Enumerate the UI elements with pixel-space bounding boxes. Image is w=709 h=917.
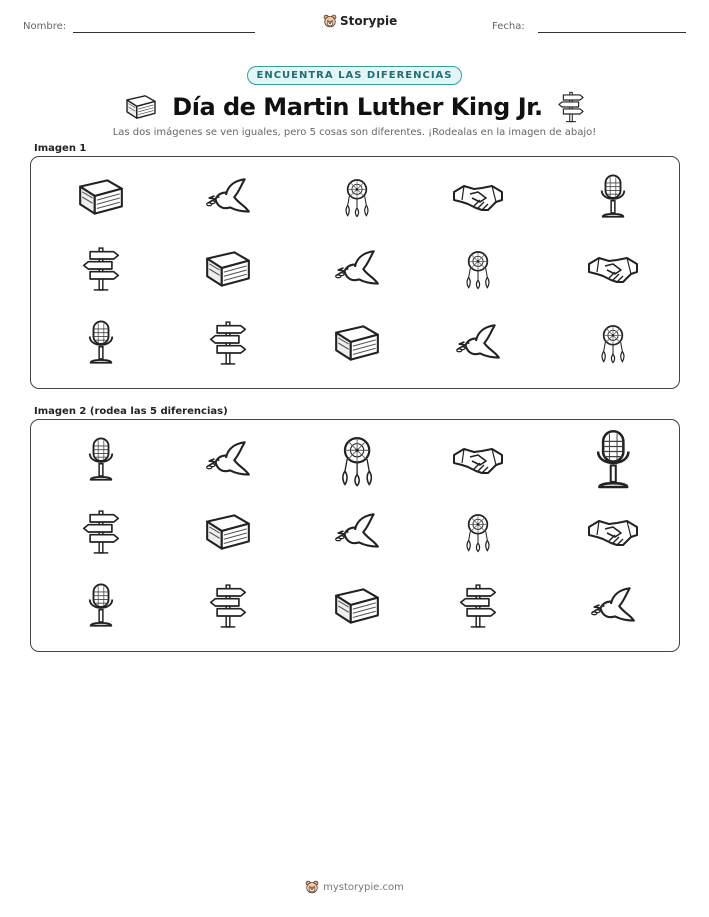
image1-cell-r1c5 — [598, 173, 628, 221]
footer — [305, 880, 404, 894]
worksheet-type-badge: ENCUENTRA LAS DIFERENCIAS — [247, 66, 463, 85]
microphone-icon — [598, 173, 628, 221]
image2-cell-r3c2[interactable] — [208, 582, 248, 630]
dove-icon — [203, 439, 253, 481]
dreamcatcher-icon — [596, 319, 630, 367]
footer-url: mystorypie.com — [323, 881, 404, 893]
image2-panel[interactable] — [30, 419, 680, 652]
book-icon — [203, 248, 253, 290]
microphone-icon — [86, 319, 116, 367]
book-icon — [203, 511, 253, 553]
dove-icon — [332, 248, 382, 290]
book-icon — [332, 585, 382, 627]
image2-cell-r3c3[interactable] — [332, 585, 382, 627]
signpost-icon — [458, 582, 498, 630]
handshake-icon — [587, 252, 639, 286]
instructions: Las dos imágenes se ven iguales, pero 5 cosas son diferentes. ¡Rodealas en la imagen de abajo! — [112, 127, 597, 138]
image2-label: Imagen 2 (rodea las 5 diferencias) — [34, 406, 228, 417]
dove-icon — [332, 511, 382, 553]
dove-icon — [203, 176, 253, 218]
page-title: Día de Martin Luther King Jr. — [172, 93, 543, 121]
image1-cell-r2c1 — [81, 245, 121, 293]
signpost-icon — [81, 245, 121, 293]
signpost-icon — [208, 319, 248, 367]
image1-cell-r2c2 — [203, 248, 253, 290]
name-field-line[interactable] — [73, 32, 255, 33]
dove-icon — [588, 585, 638, 627]
book-icon — [332, 322, 382, 364]
image1-cell-r2c4 — [461, 245, 495, 293]
image2-cell-r1c3[interactable] — [335, 429, 379, 491]
dreamcatcher-icon — [340, 173, 374, 221]
image2-cell-r1c2[interactable] — [203, 439, 253, 481]
brand-name: Storypie — [340, 14, 398, 28]
dreamcatcher-icon — [461, 508, 495, 556]
image1-cell-r3c1 — [86, 319, 116, 367]
image1-cell-r3c4 — [453, 322, 503, 364]
image2-cell-r2c2[interactable] — [203, 511, 253, 553]
image2-cell-r2c1[interactable] — [81, 508, 121, 556]
brand-logo — [323, 14, 397, 28]
microphone-icon — [593, 428, 634, 493]
image2-cell-r3c4[interactable] — [458, 582, 498, 630]
image2-cell-r3c1[interactable] — [86, 582, 116, 630]
image1-cell-r1c1 — [76, 176, 126, 218]
image2-cell-r2c3[interactable] — [332, 511, 382, 553]
image2-cell-r2c5[interactable] — [587, 515, 639, 549]
signpost-icon — [557, 91, 585, 123]
handshake-icon — [587, 515, 639, 549]
image1-cell-r2c5 — [587, 252, 639, 286]
bear-logo-icon — [323, 14, 337, 28]
signpost-icon — [208, 582, 248, 630]
image1-cell-r3c5 — [596, 319, 630, 367]
date-field-line[interactable] — [538, 32, 686, 33]
image1-cell-r1c2 — [203, 176, 253, 218]
microphone-icon — [86, 436, 116, 484]
image1-cell-r3c2 — [208, 319, 248, 367]
name-label: Nombre: — [23, 21, 67, 32]
image2-cell-r3c5[interactable] — [588, 585, 638, 627]
book-icon — [76, 176, 126, 218]
signpost-icon — [81, 508, 121, 556]
microphone-icon — [86, 582, 116, 630]
image1-label: Imagen 1 — [34, 143, 87, 154]
image2-cell-r2c4[interactable] — [461, 508, 495, 556]
image2-cell-r1c4[interactable] — [452, 443, 504, 477]
dreamcatcher-icon — [461, 245, 495, 293]
book-icon — [124, 93, 158, 121]
handshake-icon — [452, 180, 504, 214]
image1-cell-r2c3 — [332, 248, 382, 290]
image1-cell-r3c3 — [332, 322, 382, 364]
image2-cell-r1c1[interactable] — [86, 436, 116, 484]
handshake-icon — [452, 443, 504, 477]
bear-logo-icon — [305, 880, 319, 894]
dove-icon — [453, 322, 503, 364]
image1-cell-r1c3 — [340, 173, 374, 221]
image1-cell-r1c4 — [452, 180, 504, 214]
image1-panel — [30, 156, 680, 389]
dreamcatcher-icon — [335, 429, 379, 491]
date-label: Fecha: — [492, 21, 525, 32]
image2-cell-r1c5[interactable] — [593, 428, 634, 493]
